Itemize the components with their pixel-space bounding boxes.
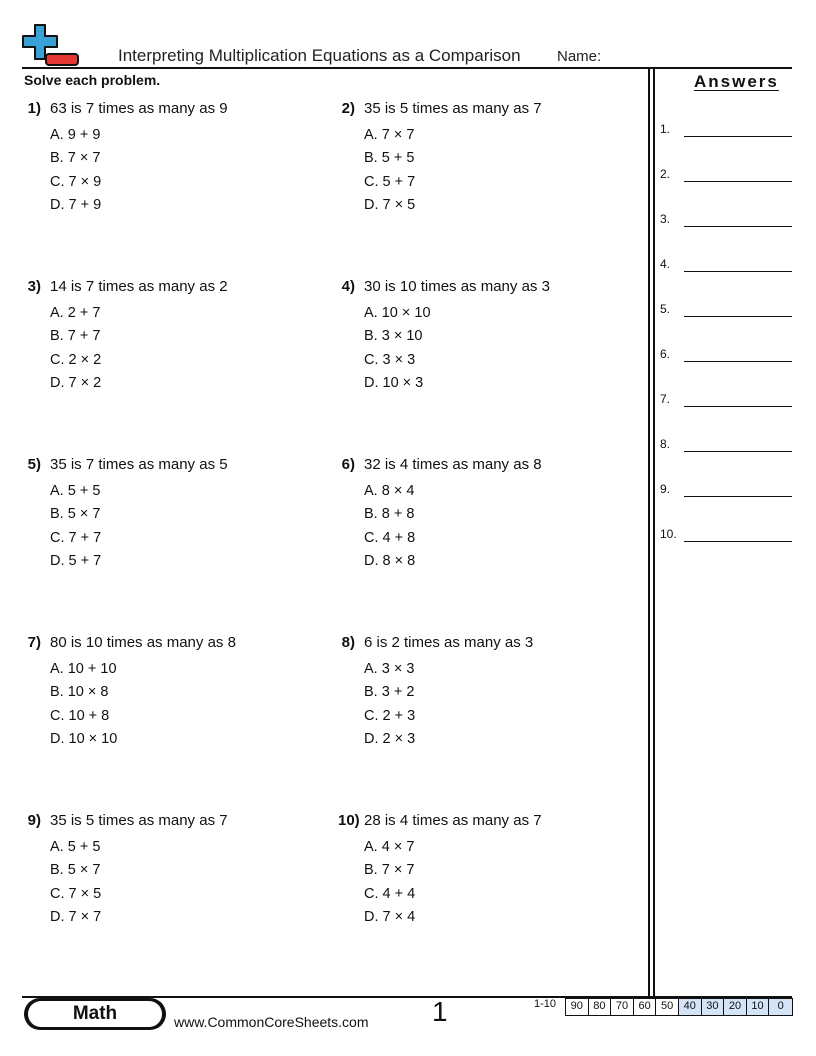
problem-number: 5) [27,456,41,473]
problem-question: 80 is 10 times as many as 8 [50,634,236,651]
problem-number: 3) [27,278,41,295]
answer-option: A. 9 + 9 [50,127,101,143]
answer-option: B. 3 × 10 [364,328,423,345]
answer-option: B. 3 + 2 [364,684,415,701]
answer-option: C. 4 + 8 [364,529,416,546]
answer-line[interactable] [684,181,792,182]
problem-question: 28 is 4 times as many as 7 [364,812,542,829]
answer-number: 10. [660,527,677,541]
score-cell: 0 [769,999,792,1015]
answer-option: D. 7 × 5 [364,196,416,213]
problem-question: 6 is 2 times as many as 3 [364,634,534,651]
problem-question: 63 is 7 times as many as 9 [50,100,228,117]
answer-column-divider [653,67,655,996]
answer-option: C. 4 + 4 [364,885,416,902]
answer-blank[interactable] [660,257,792,273]
option-list [24,836,324,929]
option-list [24,658,324,751]
subject-badge [24,998,166,1030]
answer-option: C. 10 + 8 [50,707,110,724]
problem-header [338,812,638,834]
score-cell: 70 [611,999,634,1015]
answer-blank[interactable] [660,347,792,363]
answer-blank[interactable] [660,122,792,138]
answer-option: D. 5 + 7 [50,552,102,569]
answer-option: A. 4 × 7 [364,839,415,855]
answer-column-divider [648,67,650,996]
answer-option: D. 10 × 10 [50,730,118,747]
score-cell: 80 [589,999,612,1015]
answer-blank[interactable] [660,302,792,318]
option-list [338,124,638,217]
answer-option: C. 7 × 5 [50,885,102,902]
score-range-label: 1-10 [534,998,557,1010]
answer-option: D. 10 × 3 [364,374,424,391]
answer-option: B. 5 × 7 [50,862,101,879]
problem-question: 35 is 5 times as many as 7 [50,812,228,829]
answer-option: A. 8 × 4 [364,483,415,499]
answer-option: C. 2 + 3 [364,707,416,724]
answer-option: C. 5 + 7 [364,173,416,190]
answer-option: A. 10 + 10 [50,661,117,677]
problem-header [24,278,324,300]
problem-9 [24,812,324,929]
problem-question: 35 is 5 times as many as 7 [364,100,542,117]
answer-number: 8. [660,437,671,451]
answer-option: C. 7 + 7 [50,529,102,546]
answer-number: 1. [660,122,671,136]
problem-number: 6) [341,456,355,473]
answers-title: Answers [694,72,779,91]
answer-option: B. 7 × 7 [364,862,415,879]
option-list [338,836,638,929]
answer-option: A. 7 × 7 [364,127,415,143]
problem-question: 14 is 7 times as many as 2 [50,278,228,295]
answer-option: D. 2 × 3 [364,730,416,747]
answer-number: 3. [660,212,671,226]
option-list [338,302,638,395]
score-cell: 50 [656,999,679,1015]
problem-1 [24,100,324,217]
option-list [338,658,638,751]
problem-question: 32 is 4 times as many as 8 [364,456,542,473]
answer-option: D. 7 × 7 [50,908,102,925]
answer-line[interactable] [684,406,792,407]
problem-question: 35 is 7 times as many as 5 [50,456,228,473]
problem-6 [338,456,638,573]
answer-blank[interactable] [660,212,792,228]
score-cell: 30 [702,999,725,1015]
answer-option: C. 2 × 2 [50,351,102,368]
problem-number: 4) [341,278,355,295]
score-table [565,998,793,1016]
answer-line[interactable] [684,451,792,452]
answer-option: B. 8 + 8 [364,506,415,523]
problem-8 [338,634,638,751]
answer-option: B. 5 × 7 [50,506,101,523]
option-list [24,124,324,217]
problem-number: 2) [341,100,355,117]
problem-header [24,812,324,834]
answer-number: 2. [660,167,671,181]
answer-option: A. 5 + 5 [50,839,101,855]
problem-number: 7) [27,634,41,651]
answer-line[interactable] [684,136,792,137]
answer-option: A. 5 + 5 [50,483,101,499]
problem-question: 30 is 10 times as many as 3 [364,278,550,295]
option-list [24,302,324,395]
problem-number: 10) [338,812,360,829]
answer-option: C. 7 × 9 [50,173,102,190]
answer-line[interactable] [684,226,792,227]
problem-header [24,100,324,122]
problem-header [24,456,324,478]
problem-5 [24,456,324,573]
page-number: 1 [432,996,448,1027]
problem-header [338,456,638,478]
problem-header [338,100,638,122]
answer-option: D. 8 × 8 [364,552,416,569]
answer-option: B. 5 + 5 [364,150,415,167]
instructions: Solve each problem. [24,72,161,88]
worksheet-title: Interpreting Multiplication Equations as a Comparison [118,46,521,65]
option-list [24,480,324,573]
answer-line[interactable] [684,361,792,362]
answer-number: 4. [660,257,671,271]
problem-3 [24,278,324,395]
score-cell: 60 [634,999,657,1015]
answer-blank[interactable] [660,437,792,453]
score-cell: 90 [566,999,589,1015]
name-label: Name: [557,48,602,65]
plus-minus-logo-icon [22,24,80,68]
answer-option: C. 3 × 3 [364,351,416,368]
problem-number: 8) [341,634,355,651]
answer-option: A. 2 + 7 [50,305,101,321]
answer-option: B. 7 × 7 [50,150,101,167]
subject-label: Math [28,1001,162,1027]
score-cell: 40 [679,999,702,1015]
site-url: www.CommonCoreSheets.com [174,1014,369,1030]
answer-blank[interactable] [660,392,792,408]
score-cell: 20 [724,999,747,1015]
answer-option: D. 7 × 4 [364,908,416,925]
answer-number: 5. [660,302,671,316]
answer-option: D. 7 × 2 [50,374,102,391]
problem-header [338,634,638,656]
answer-number: 9. [660,482,671,496]
answer-option: D. 7 + 9 [50,196,102,213]
option-list [338,480,638,573]
problem-10 [338,812,638,929]
score-cell: 10 [747,999,770,1015]
answer-blank[interactable] [660,527,792,543]
answer-option: B. 7 + 7 [50,328,101,345]
problem-2 [338,100,638,217]
answer-blank[interactable] [660,482,792,498]
problem-4 [338,278,638,395]
answer-option: B. 10 × 8 [50,684,109,701]
answer-blank[interactable] [660,167,792,183]
header-divider [22,67,792,69]
answer-line[interactable] [684,541,792,542]
problem-header [338,278,638,300]
answer-line[interactable] [684,316,792,317]
answer-option: A. 3 × 3 [364,661,415,677]
answer-option: A. 10 × 10 [364,305,431,321]
problem-number: 9) [27,812,41,829]
problem-header [24,634,324,656]
answer-line[interactable] [684,271,792,272]
answer-number: 7. [660,392,671,406]
answer-line[interactable] [684,496,792,497]
problem-7 [24,634,324,751]
problem-number: 1) [27,100,41,117]
answer-number: 6. [660,347,671,361]
